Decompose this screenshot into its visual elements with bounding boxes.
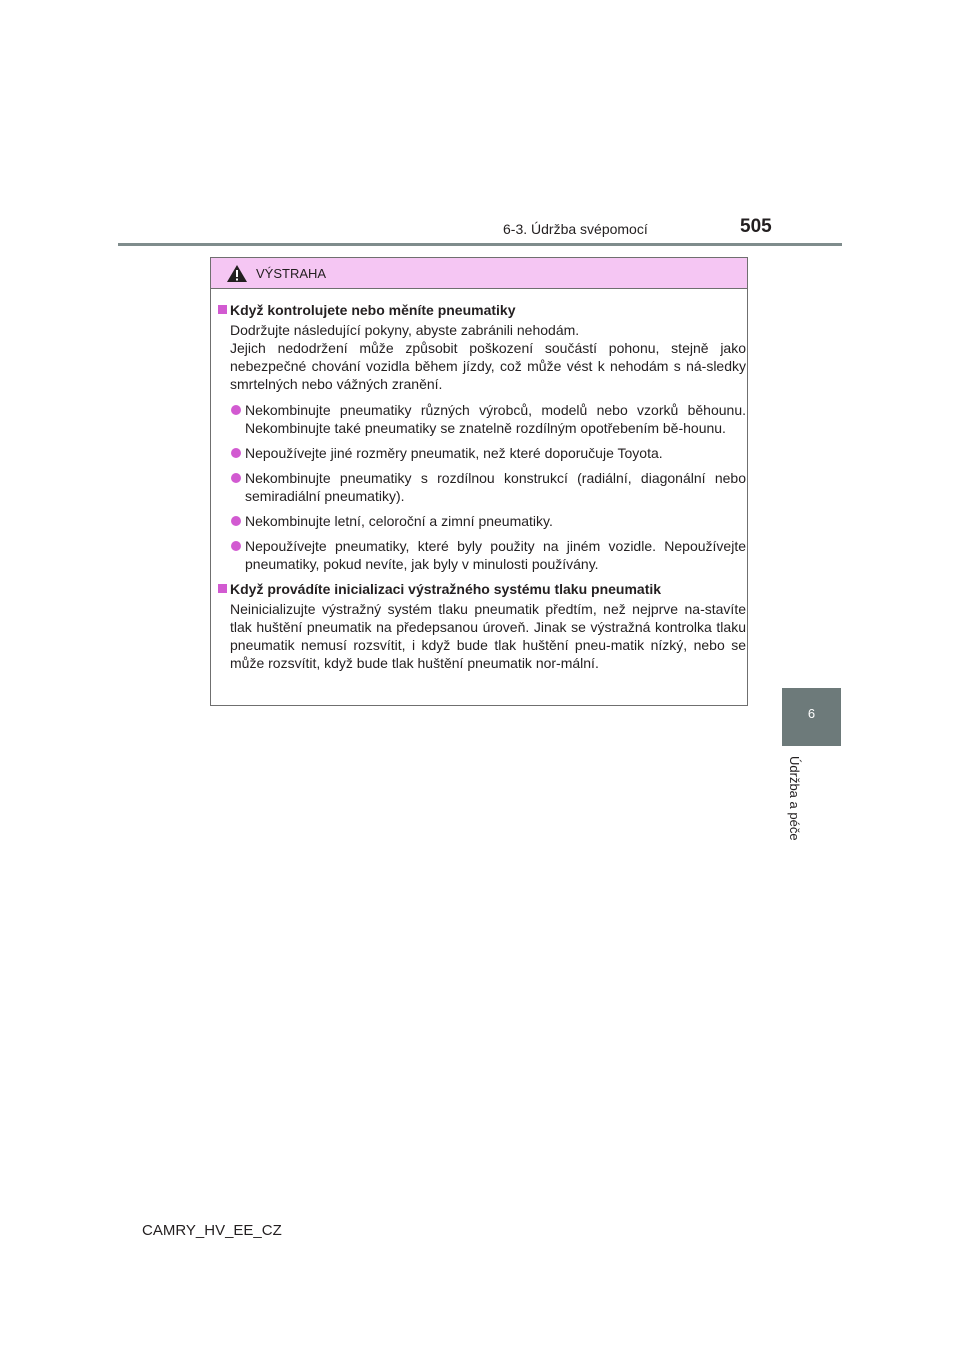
header-divider [118, 243, 842, 246]
section-heading-text: Když provádíte inicializaci výstražného systému tlaku pneumatik [230, 581, 662, 597]
chapter-number: 6 [807, 706, 816, 721]
round-bullet-icon [231, 541, 241, 551]
section-title: 6-3. Údržba svépomocí [503, 221, 648, 237]
square-bullet-icon [218, 584, 227, 593]
warning-header [211, 258, 747, 289]
paragraph [216, 321, 746, 393]
warning-title: VÝSTRAHA [256, 266, 327, 281]
list-item [216, 537, 746, 573]
round-bullet-icon [231, 448, 241, 458]
round-bullet-icon [231, 516, 241, 526]
round-bullet-icon [231, 405, 241, 415]
chapter-tab [782, 688, 841, 746]
list-item-text: Nekombinujte pneumatiky různých výrobců, modelů nebo vzorků běhounu. Nekombinujte také pneumatiky se znatelně rozdílným opotřebením bě-hounu. [245, 402, 746, 436]
list-item-text: Nepoužívejte jiné rozměry pneumatik, než které doporučuje Toyota. [245, 445, 663, 461]
section-heading [216, 301, 746, 319]
paragraph-line: Dodržujte následující pokyny, abyste zabránili nehodám. [230, 322, 580, 338]
list-item [216, 444, 746, 462]
list-item-text: Nepoužívejte pneumatiky, které byly použity na jiném vozidle. Nepoužívejte pneumatiky, pokud nevíte, jak byly v minulosti používány. [245, 538, 746, 572]
warning-box [210, 257, 748, 706]
round-bullet-icon [231, 473, 241, 483]
chapter-label-wrap [782, 752, 806, 862]
list-item [216, 512, 746, 530]
list-item [216, 469, 746, 505]
chapter-label: Údržba a péče [787, 756, 802, 841]
list-item [216, 401, 746, 437]
list-item-text: Nekombinujte letní, celoroční a zimní pneumatiky. [245, 513, 553, 529]
section-heading-text: Když kontrolujete nebo měníte pneumatiky [230, 302, 516, 318]
square-bullet-icon [218, 305, 227, 314]
paragraph-line: Jejich nedodržení může způsobit poškození součástí pohonu, stejně jako nebezpečné chování vozidla během jízdy, což může vést k nehodám s ná-sledky smrtelných nebo vážných zranění. [230, 340, 746, 392]
warning-triangle-icon [226, 264, 248, 283]
page-number: 505 [740, 216, 772, 237]
paragraph: Neinicializujte výstražný systém tlaku pneumatik předtím, než nejprve na-stavíte tlak huštění pneumatik na předepsanou úroveň. Jinak se výstražná kontrolka tlaku pneumatik nemusí rozsvítit, i když bude tlak huštění pneu-matik nízký, nebo se může rozsvítit, když bude tlak huštění pneumatik nor-mální. [230, 601, 746, 671]
section-heading [216, 580, 746, 598]
warning-content [216, 301, 746, 680]
document-code: CAMRY_HV_EE_CZ [142, 1222, 282, 1239]
list-item-text: Nekombinujte pneumatiky s rozdílnou konstrukcí (radiální, diagonální nebo semiradiální pneumatiky). [245, 470, 746, 504]
